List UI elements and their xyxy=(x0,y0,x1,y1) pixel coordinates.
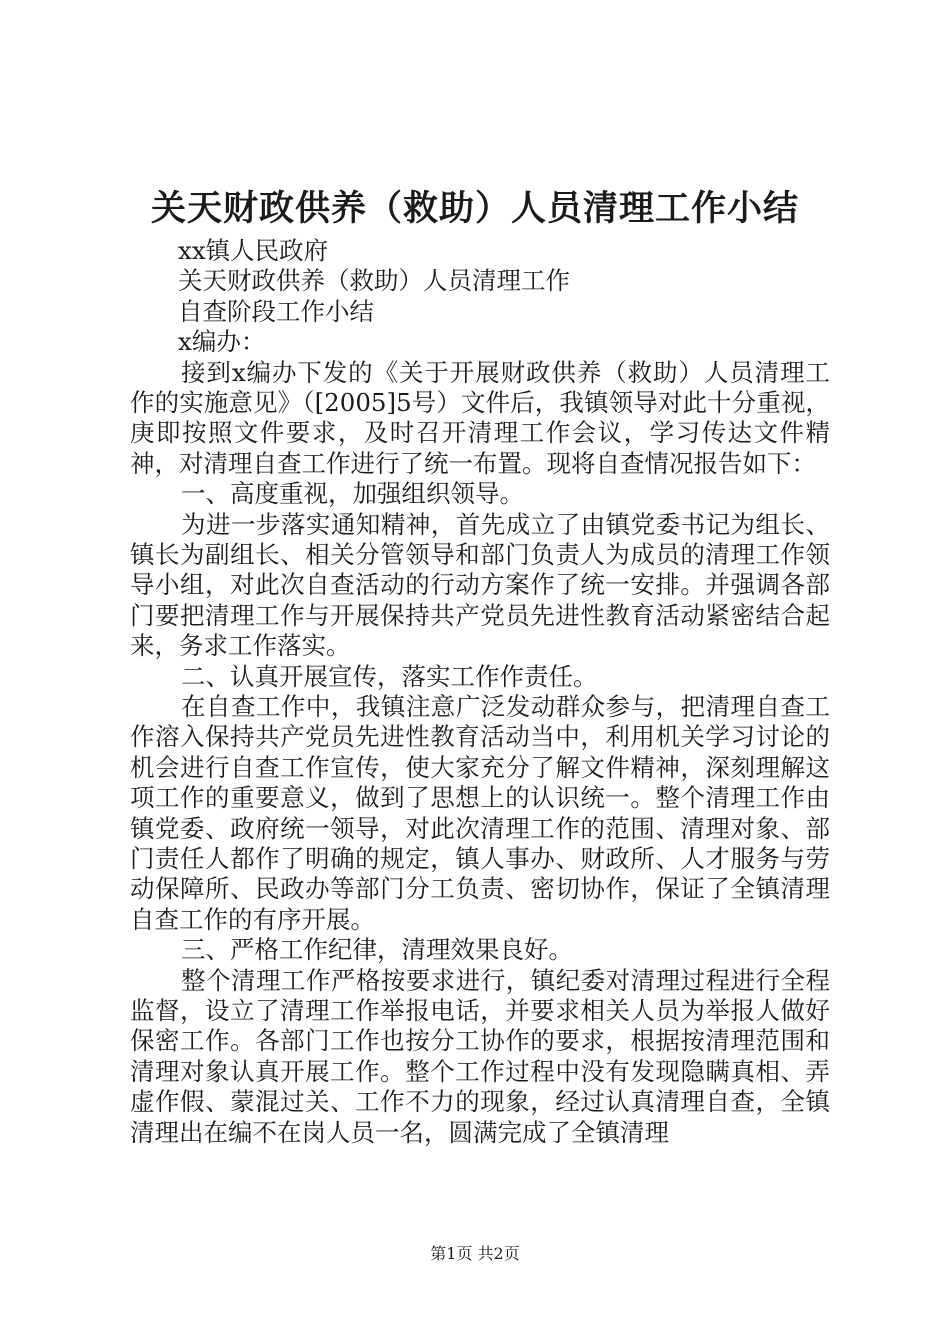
subject-line: 关天财政供养（救助）人员清理工作 xyxy=(178,266,570,296)
intro-paragraph: 接到x编办下发的《关于开展财政供养（救助）人员清理工作的实施意见》（[2005]5号）文件后，我镇领导对此十分重视，庚即按照文件要求，及时召开清理工作会议，学习传达文件精神，对清理自查工作进行了统一布置。现将自查情况报告如下： xyxy=(130,357,830,478)
section-paragraph: 为进一步落实通知精神，首先成立了由镇党委书记为组长、镇长为副组长、相关分管领导和部门负责人为成员的清理工作领导小组，对此次自查活动的行动方案作了统一安排。并强调各部门要把清理工作与开展保持共产党员先进性教育活动紧密结合起来，务求工作落实。 xyxy=(130,509,830,661)
section-heading: 二、认真开展宣传，落实工作作责任。 xyxy=(181,661,598,691)
issuer-line: xx镇人民政府 xyxy=(178,236,329,265)
section-paragraph: 整个清理工作严格按要求进行，镇纪委对清理过程进行全程监督，设立了清理工作举报电话，并要求相关人员为举报人做好保密工作。各部门工作也按分工协作的要求，根据按清理范围和清理对象认真开展工作。整个工作过程中没有发现隐瞒真相、弄虚作假、蒙混过关、工作不力的现象，经过认真清理自查，全镇清理出在编不在岗人员一名，圆满完成了全镇清理 xyxy=(130,965,830,1147)
recipient-line: x编办： xyxy=(178,327,266,357)
section-paragraph: 在自查工作中，我镇注意广泛发动群众参与，把清理自查工作溶入保持共产党员先进性教育活动当中，利用机关学习讨论的机会进行自查工作宣传，使大家充分了解文件精神，深刻理解这项工作的重要意义，做到了思想上的认识统一。整个清理工作由镇党委、政府统一领导，对此次清理工作的范围、清理对象、部门责任人都作了明确的规定，镇人事办、财政所、人才服务与劳动保障所、民政办等部门分工负责、密切协作，保证了全镇清理自查工作的有序开展。 xyxy=(130,692,830,934)
document-body xyxy=(130,236,830,1148)
stage-line: 自查阶段工作小结 xyxy=(178,296,374,326)
page-number-footer: 第1页 共2页 xyxy=(430,1244,520,1263)
section-heading: 一、高度重视，加强组织领导。 xyxy=(181,479,524,509)
document-title: 关天财政供养（救助）人员清理工作小结 xyxy=(150,188,799,229)
section-heading: 三、严格工作纪律，清理效果良好。 xyxy=(181,935,573,965)
